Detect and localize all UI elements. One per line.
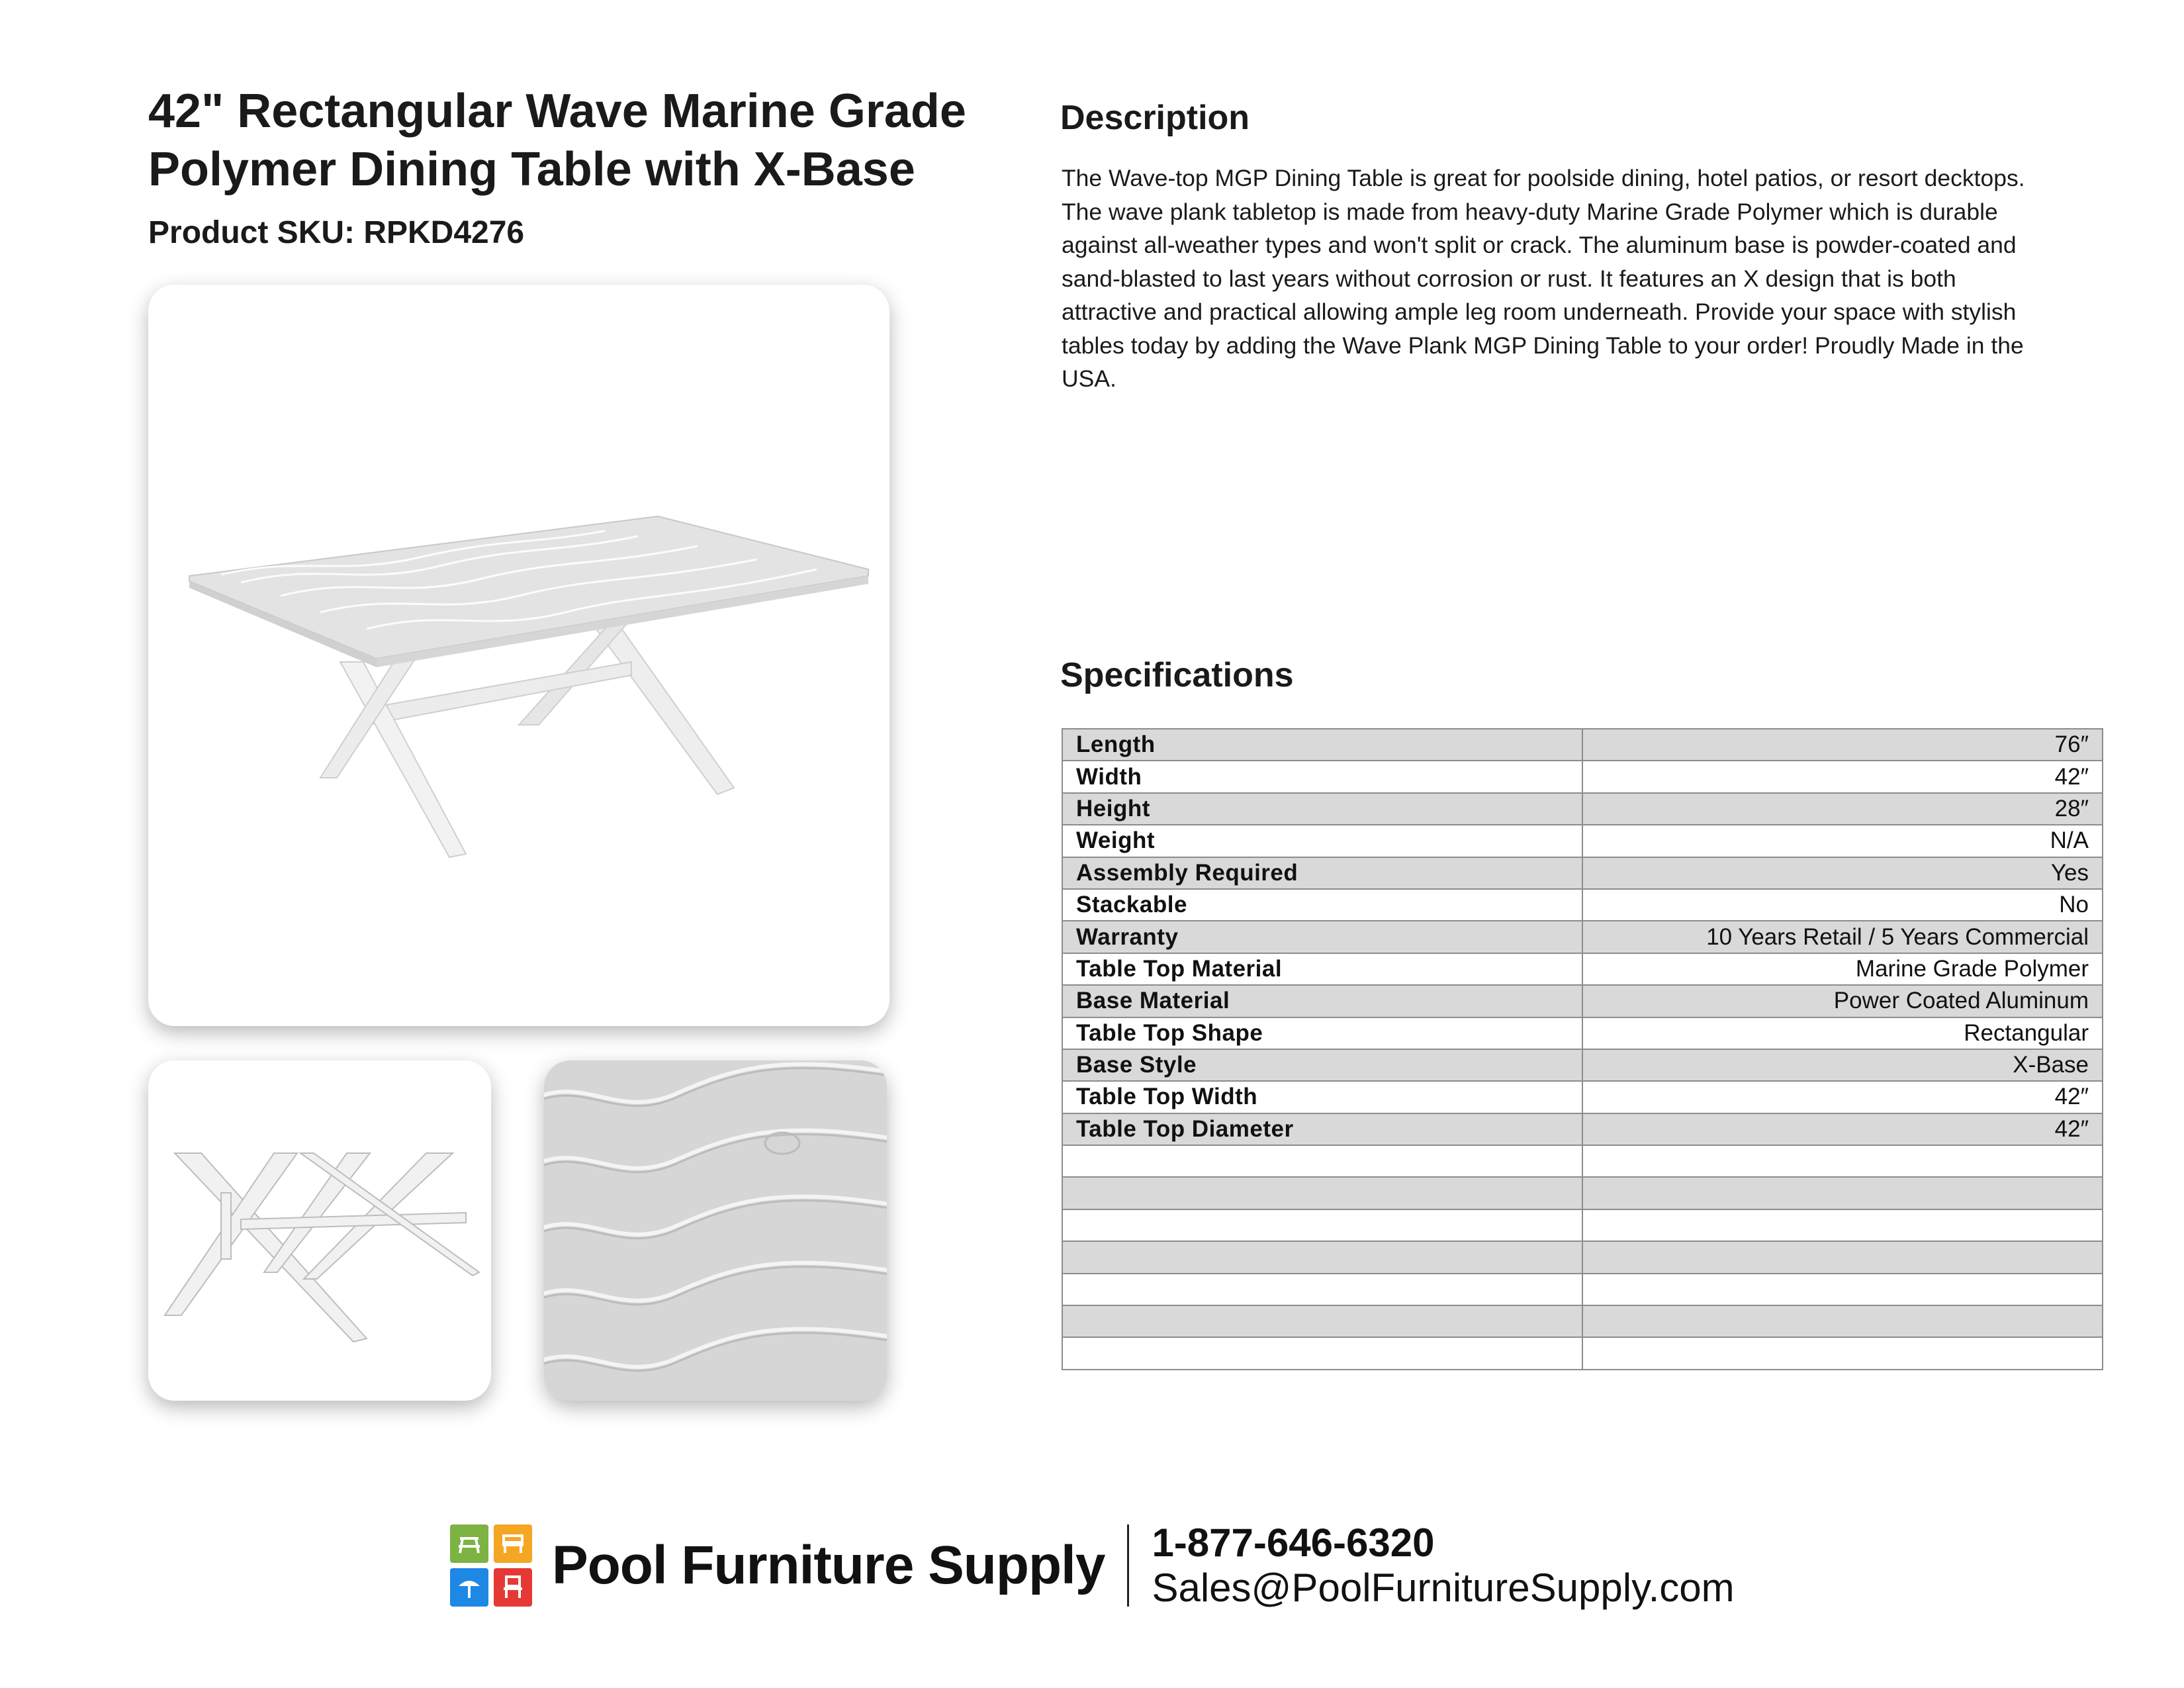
table-row <box>1062 825 2103 857</box>
product-sku: Product SKU: RPKD4276 <box>148 215 525 250</box>
product-title <box>148 82 1009 199</box>
spec-value <box>1582 1337 2103 1369</box>
table-row <box>1062 1113 2103 1145</box>
chair-icon <box>494 1568 532 1607</box>
spec-value <box>1582 1305 2103 1337</box>
table-row <box>1062 1209 2103 1241</box>
spec-value: No <box>1582 889 2103 921</box>
spec-label: Height <box>1062 793 1582 825</box>
spec-label: Warranty <box>1062 921 1582 953</box>
table-row <box>1062 889 2103 921</box>
description-text: The Wave-top MGP Dining Table is great for poolside dining, hotel patios, or resort decktops. The wave plank tabletop is made from heavy-duty Marine Grade Polymer which is durable against all-weather types and won't split or crack. The aluminum base is powder-coated and sand-blasted to last years without corrosion or rust. It features an X design that is both attractive and practical allowing ample leg room underneath. Provide your space with stylish tables today by adding the Wave Plank MGP Dining Table to your order! Proudly Made in the USA. <box>1062 165 2025 392</box>
table-row <box>1062 761 2103 792</box>
phone-number[interactable]: 1-877-646-6320 <box>1152 1521 1435 1565</box>
spec-value <box>1582 1209 2103 1241</box>
spec-label: Base Style <box>1062 1049 1582 1081</box>
spec-label <box>1062 1209 1582 1241</box>
table-row <box>1062 1145 2103 1177</box>
specifications-heading: Specifications <box>1060 656 1294 694</box>
spec-value <box>1582 1274 2103 1305</box>
picnic-table-icon <box>450 1524 488 1563</box>
spec-value <box>1582 1241 2103 1273</box>
table-row <box>1062 1049 2103 1081</box>
table-row <box>1062 1177 2103 1209</box>
spec-label: Width <box>1062 761 1582 792</box>
spec-value: X-Base <box>1582 1049 2103 1081</box>
footer <box>450 1523 1735 1609</box>
spec-label <box>1062 1177 1582 1209</box>
spec-value: 28″ <box>1582 793 2103 825</box>
spec-label <box>1062 1241 1582 1273</box>
email-link[interactable]: Sales@PoolFurnitureSupply.com <box>1152 1566 1735 1610</box>
table-row <box>1062 985 2103 1017</box>
spec-value: 10 Years Retail / 5 Years Commercial <box>1582 921 2103 953</box>
title-line-2: Polymer Dining Table with X-Base <box>148 143 915 196</box>
spec-label: Assembly Required <box>1062 857 1582 889</box>
table-row <box>1062 1305 2103 1337</box>
spec-value: Power Coated Aluminum <box>1582 985 2103 1017</box>
table-row <box>1062 1017 2103 1049</box>
table-row <box>1062 857 2103 889</box>
spec-value: 42″ <box>1582 1081 2103 1113</box>
spec-value: 42″ <box>1582 1113 2103 1145</box>
spec-label: Weight <box>1062 825 1582 857</box>
table-row <box>1062 953 2103 985</box>
spec-label: Base Material <box>1062 985 1582 1017</box>
thumbnail-base-image[interactable] <box>148 1060 491 1401</box>
main-product-image[interactable] <box>148 285 889 1026</box>
brand-name: Pool Furniture Supply <box>552 1535 1105 1595</box>
table-row <box>1062 793 2103 825</box>
spec-value <box>1582 1145 2103 1177</box>
x-base-illustration <box>148 1060 491 1401</box>
table-row <box>1062 1081 2103 1113</box>
title-line-1: 42" Rectangular Wave Marine Grade <box>148 85 966 138</box>
spec-value: N/A <box>1582 825 2103 857</box>
spec-value <box>1582 1177 2103 1209</box>
contact-info <box>1152 1521 1734 1611</box>
brand-logo <box>450 1524 532 1607</box>
bench-icon <box>494 1524 532 1563</box>
umbrella-icon <box>450 1568 488 1607</box>
table-row <box>1062 1337 2103 1369</box>
spec-label: Stackable <box>1062 889 1582 921</box>
spec-label: Table Top Width <box>1062 1081 1582 1113</box>
table-row <box>1062 1274 2103 1305</box>
spec-label: Length <box>1062 729 1582 761</box>
table-row <box>1062 729 2103 761</box>
spec-value: 76″ <box>1582 729 2103 761</box>
wave-texture-illustration <box>544 1060 887 1401</box>
spec-label <box>1062 1337 1582 1369</box>
spec-label: Table Top Material <box>1062 953 1582 985</box>
thumbnail-wave-texture-image[interactable] <box>544 1060 887 1401</box>
table-illustration <box>148 285 889 1026</box>
footer-divider <box>1127 1524 1129 1607</box>
spec-value: 42″ <box>1582 761 2103 792</box>
specifications-table <box>1062 728 2103 1370</box>
spec-label: Table Top Diameter <box>1062 1113 1582 1145</box>
spec-label <box>1062 1145 1582 1177</box>
description-heading: Description <box>1060 99 1250 137</box>
table-row <box>1062 1241 2103 1273</box>
spec-value: Marine Grade Polymer <box>1582 953 2103 985</box>
spec-label: Table Top Shape <box>1062 1017 1582 1049</box>
spec-value: Rectangular <box>1582 1017 2103 1049</box>
spec-label <box>1062 1274 1582 1305</box>
spec-value: Yes <box>1582 857 2103 889</box>
spec-label <box>1062 1305 1582 1337</box>
table-row <box>1062 921 2103 953</box>
